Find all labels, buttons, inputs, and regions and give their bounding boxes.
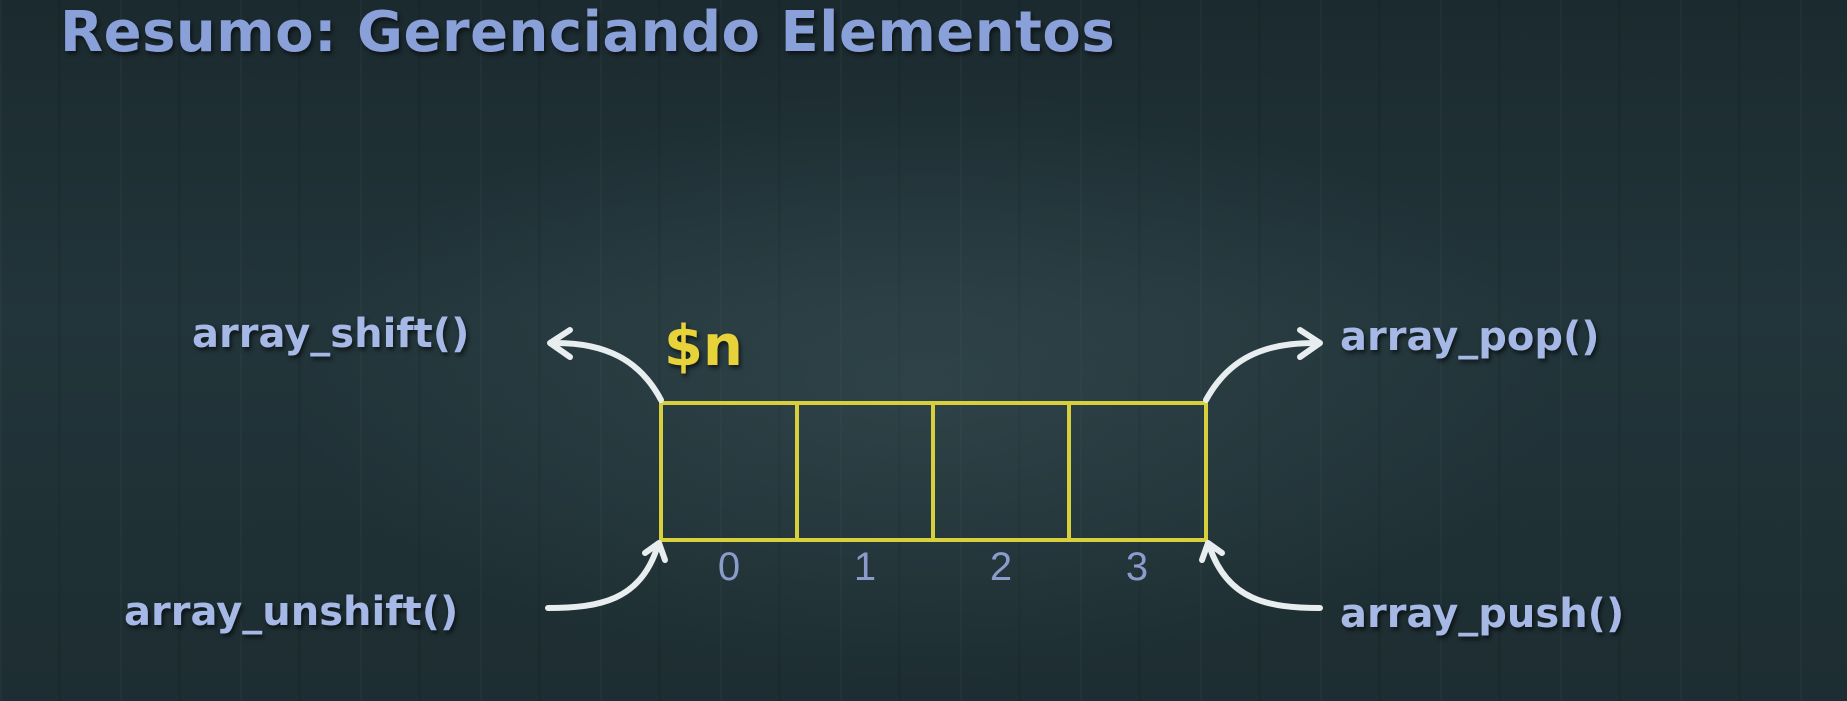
unshift-arrow — [548, 543, 665, 608]
index-label-0: 0 — [717, 545, 741, 589]
shift-arrow — [550, 330, 661, 400]
index-label-1: 1 — [853, 545, 877, 589]
variable-label: $n — [664, 314, 743, 379]
array-shift-label: array_shift() — [192, 311, 470, 357]
index-label-3: 3 — [1125, 545, 1149, 589]
push-arrow — [1202, 543, 1320, 608]
index-label-2: 2 — [989, 545, 1013, 589]
array-push-label: array_push() — [1340, 591, 1625, 637]
array-pop-label: array_pop() — [1340, 314, 1600, 360]
slide-title: Resumo: Gerenciando Elementos — [60, 0, 1116, 65]
pop-arrow — [1206, 330, 1320, 400]
array-unshift-label: array_unshift() — [124, 589, 459, 635]
